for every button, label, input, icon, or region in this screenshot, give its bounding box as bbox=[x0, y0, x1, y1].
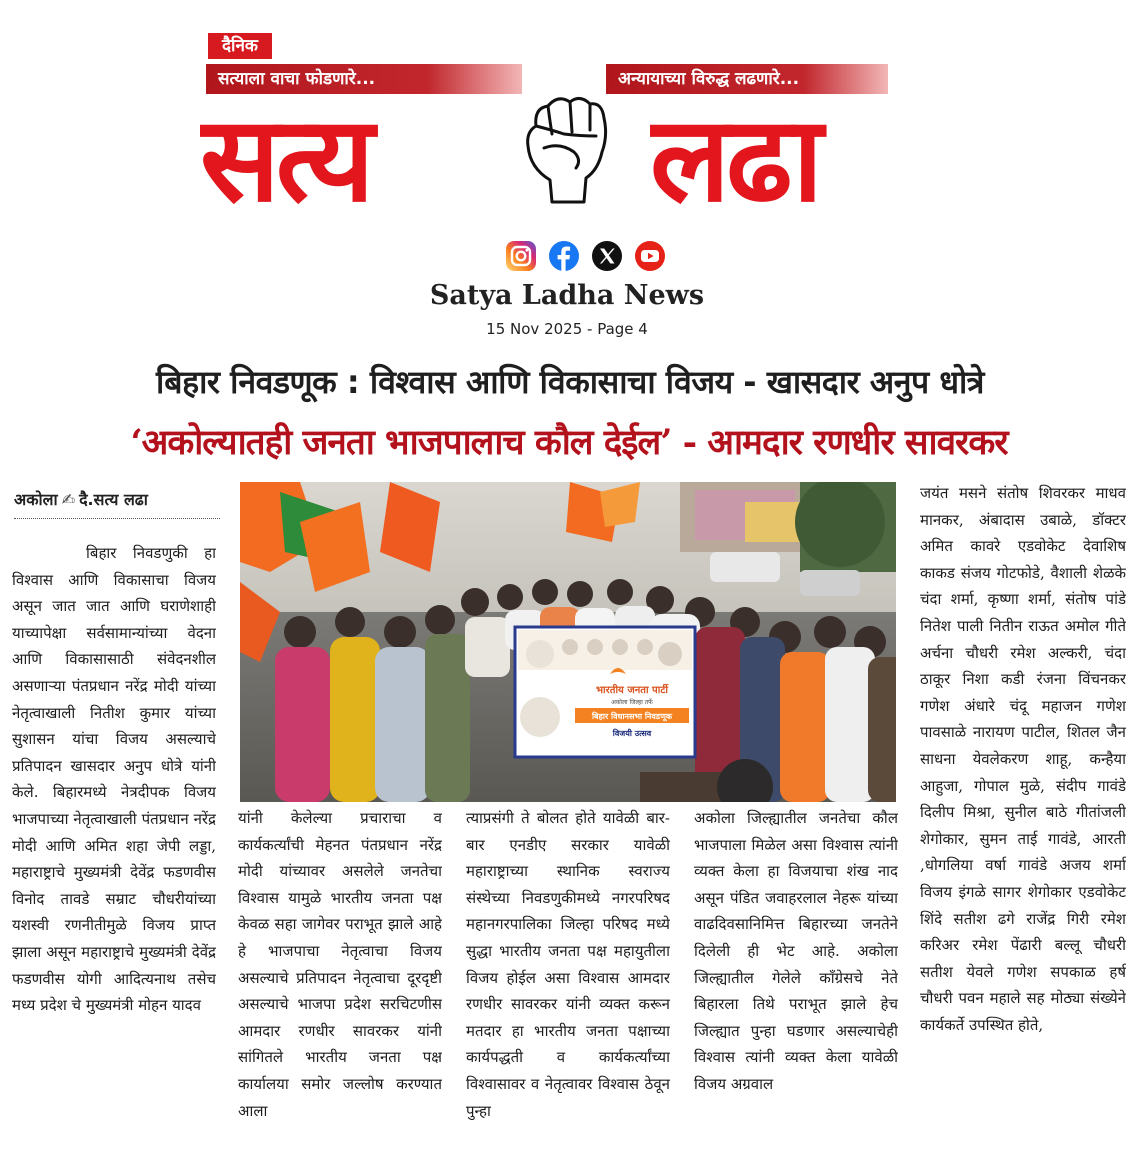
facebook-icon[interactable] bbox=[548, 240, 580, 272]
banner-event: विजयी उत्सव bbox=[612, 729, 652, 738]
headline-primary: बिहार निवडणूक : विश्वास आणि विकासाचा विजय - खासदार अनुप धोत्रे bbox=[156, 363, 984, 401]
banner-subtitle: अकोला जिल्हा तर्फे bbox=[611, 699, 653, 706]
byline-source: दै.सत्य लढा bbox=[79, 490, 148, 509]
pen-icon: ✍ bbox=[61, 490, 76, 509]
celebration-photo bbox=[240, 482, 896, 802]
tagline-right: अन्यायाच्या विरुद्ध लढणारे... bbox=[606, 64, 888, 94]
article-column-3: त्याप्रसंगी ते बोलत होते यावेळी बार-बार एनडीए सरकार यावेळी महाराष्ट्राच्या स्थानिक स्वराज्य संस्थेच्या निवडणुकीमध्ये नगरपरिषद महानगरपालिका जिल्हा परिषद मध्ये सुद्धा भारतीय जनता पक्ष महायुतीला विजय होईल असा विश्वास आमदार रणधीर सावरकर यांनी व्यक्त करून मतदार हा भारतीय जनता पक्षाच्या कार्यपद्धती व कार्यकर्त्यांच्या विश्वासावर व नेतृत्वावर विश्वास ठेवून पुन्हा bbox=[466, 809, 670, 1120]
article-column-2: यांनी केलेल्या प्रचाराचा व कार्यकर्त्यांची मेहनत पंतप्रधान नरेंद्र मोदी यांच्यावर असलेले जनतेचा विश्वास यामुळे भारतीय जनता पक्ष केवळ सहा जागेवर पराभूत झाले आहे हे भाजपाचा नेतृत्वाचा विजय असल्याचे प्रतिपादन नेतृत्वाचा दूरदृष्टी असल्याचे भाजपा प्रदेश सरचिटणीस आमदार रणधीर सावरकर यांनी सांगितले भारतीय जनता पक्ष कार्यालया समोर जल्लोष करण्यात आला bbox=[238, 809, 442, 1120]
news-name: Satya Ladha News bbox=[429, 280, 705, 311]
party-banner bbox=[515, 627, 695, 757]
instagram-icon[interactable] bbox=[505, 240, 537, 272]
raised-fist-icon bbox=[514, 86, 614, 204]
article-column-5: जयंत मसने संतोष शिवरकर माधव मानकर, अंबादास उबाळे, डॉक्टर अमित कावरे एडवोकेट देवाशिष काकड संजय गोटफोडे, वैशाली शेळके चंदा शर्मा, कृष्णा शर्मा, संतोष पांडे नितेश पाली नितीन राऊत अमोल गीते अर्चना चौधरी रमेश अल्करी, चंदा ठाकूर निशा कडी रंजना विंचनकर गणेश अंधारे चंदू महाजन गणेश पावसाळे नारायण पाटील, शितल जैन साधना येवलेकरण शाहू, कन्हैया आहुजा, गोपाल मुळे, संदीप गावंडे दिलीप मिश्रा, सुनील बाठे गीतांजली शेगोकार, सुमन ताई गावंडे, आरती ,धोगलिया वर्षा गावंडे अजय शर्मा विजय इंगळे सागर शेगोकार एडवोकेट शिंदे सतीश ढगे राजेंद्र गिरी रमेश करिअर रमेश पेंढारी बल्लू चौधरी सतीश येवले गणेश सपकाळ हर्ष चौधरी पवन महाले सह मोठ्या संख्येने कार्यकर्ते उपस्थित होते, bbox=[920, 484, 1126, 1034]
headline-secondary: ‘अकोल्यातही जनता भाजपालाच कौल देईल’ - आमदार रणधीर सावरकर bbox=[130, 422, 1008, 463]
brand-title-right: लढा bbox=[650, 94, 820, 224]
dainik-label: दैनिक bbox=[208, 33, 272, 59]
banner-title: बिहार विधानसभा निवडणूक bbox=[591, 712, 673, 721]
byline-place: अकोला bbox=[14, 490, 58, 509]
banner-party-name: भारतीय जनता पार्टी bbox=[596, 685, 668, 696]
tagline-left: सत्याला वाचा फोडणारे... bbox=[206, 64, 522, 94]
byline bbox=[14, 488, 220, 510]
byline-divider bbox=[14, 518, 220, 519]
issue-date-page: 15 Nov 2025 - Page 4 bbox=[486, 320, 648, 338]
article-column-4: अकोला जिल्ह्यातील जनतेचा कौल भाजपाला मिळेल असा विश्वास त्यांनी व्यक्त केला हा विजयाचा शंख नाद असून पंडित जवाहरलाल नेहरू यांच्या वाढदिवसानिमित्त बिहारच्या जनतेने दिलेली ही भेट आहे. अकोला जिल्ह्यातील गेलेले काँग्रेसचे नेते बिहारला तिथे पराभूत झाले हेच जिल्ह्यात पुन्हा घडणार असल्याचेही विश्वास त्यांनी व्यक्त केला यावेळी विजय अग्रवाल bbox=[694, 809, 898, 1093]
brand-title-left: सत्य bbox=[200, 94, 371, 224]
article-column-1: बिहार निवडणुकी हा विश्वास आणि विकासाचा विजय असून जात जात आणि घराणेशाही याच्यापेक्षा सर्वसामान्यांच्या वेदना आणि विकासासाठी संवेदनशील असणाऱ्या पंतप्रधान नरेंद्र मोदी यांच्या नेतृत्वाखाली नितीश कुमार यांच्या सुशासन यांचा विजय असल्याचे प्रतिपादन खासदार अनुप धोत्रे यांनी केले. बिहारमध्ये नेत्रदीपक विजय भाजपाच्या नेतृत्वाखाली पंतप्रधान नरेंद्र मोदी आणि अमित शहा जेपी लड्डा, महाराष्ट्राचे मुख्यमंत्री देवेंद्र फडणवीस विनोद तावडे सम्राट चौधरीयांच्या यशस्वी रणनीतीमुळे विजय प्राप्त झाला असून महाराष्ट्राचे मुख्यमंत्री देवेंद्र फडणवीस योगी आदित्यनाथ तसेच मध्य प्रदेश चे मुख्यमंत्री मोहन यादव bbox=[12, 544, 216, 1015]
youtube-icon[interactable] bbox=[634, 240, 666, 272]
x-twitter-icon[interactable] bbox=[591, 240, 623, 272]
